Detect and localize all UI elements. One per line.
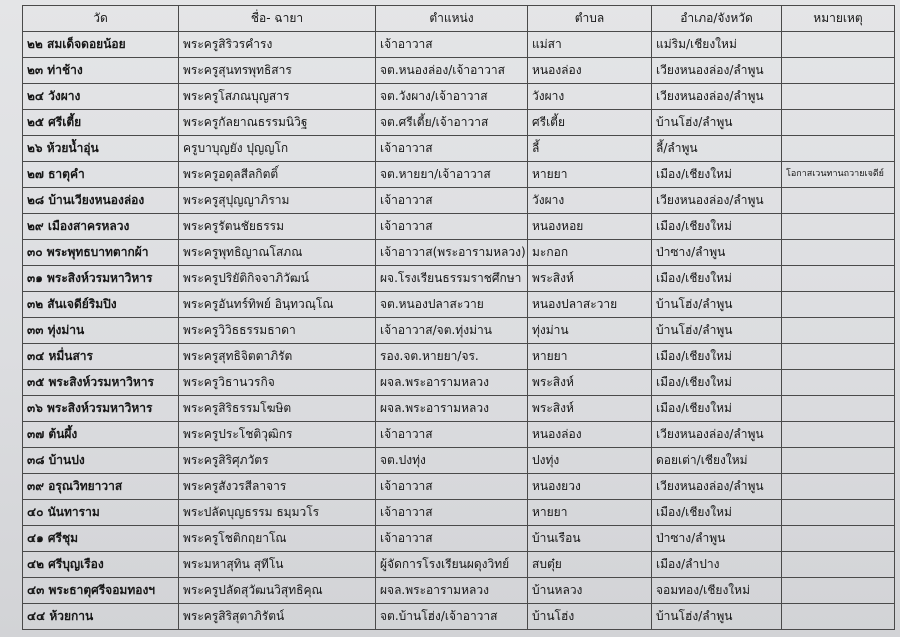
cell-subdistrict: หนองหอย	[528, 214, 652, 240]
cell-name: พระปลัดบุญธรรม ธมฺมวโร	[179, 500, 376, 526]
cell-name: พระครูปริยัติกิจจาภิวัฒน์	[179, 266, 376, 292]
table-row	[23, 448, 895, 474]
cell-remark	[782, 500, 895, 526]
cell-name: พระครูสิริศุภวัตร	[179, 448, 376, 474]
cell-remark	[782, 136, 895, 162]
cell-wat: ๒๖ ห้วยน้ำอุ่น	[23, 136, 179, 162]
cell-district: บ้านโฮ่ง/ลำพูน	[652, 292, 782, 318]
cell-name: พระครูอดุลสีลกิตติ์	[179, 162, 376, 188]
cell-subdistrict: หนองปลาสะวาย	[528, 292, 652, 318]
cell-subdistrict: หายยา	[528, 500, 652, 526]
header-remark: หมายเหตุ	[782, 6, 895, 32]
cell-name: พระครูสุทธิจิตตาภิรัต	[179, 344, 376, 370]
cell-wat: ๒๓ ท่าช้าง	[23, 58, 179, 84]
header-subdistrict: ตำบล	[528, 6, 652, 32]
cell-name: พระครูวิธานวรกิจ	[179, 370, 376, 396]
table-row	[23, 110, 895, 136]
table-row	[23, 266, 895, 292]
cell-wat: ๔๒ ศรีบุญเรือง	[23, 552, 179, 578]
cell-wat: ๓๕ พระสิงห์วรมหาวิหาร	[23, 370, 179, 396]
cell-wat: ๒๘ บ้านเวียงหนองล่อง	[23, 188, 179, 214]
cell-district: เวียงหนองล่อง/ลำพูน	[652, 474, 782, 500]
table-row	[23, 162, 895, 188]
cell-wat: ๓๑ พระสิงห์วรมหาวิหาร	[23, 266, 179, 292]
cell-wat: ๓๖ พระสิงห์วรมหาวิหาร	[23, 396, 179, 422]
table-row	[23, 240, 895, 266]
cell-remark	[782, 474, 895, 500]
cell-district: แม่ริม/เชียงใหม่	[652, 32, 782, 58]
cell-subdistrict: หนองล่อง	[528, 422, 652, 448]
table-row	[23, 552, 895, 578]
cell-name: พระครูกัลยาณธรรมนิวิฐ	[179, 110, 376, 136]
cell-subdistrict: แม่สา	[528, 32, 652, 58]
table-row	[23, 370, 895, 396]
cell-position: จต.บ้านโฮ่ง/เจ้าอาวาส	[376, 604, 528, 630]
cell-subdistrict: หนองยวง	[528, 474, 652, 500]
cell-district: เวียงหนองล่อง/ลำพูน	[652, 188, 782, 214]
cell-district: เวียงหนองล่อง/ลำพูน	[652, 84, 782, 110]
cell-subdistrict: สบตุ๋ย	[528, 552, 652, 578]
cell-subdistrict: ทุ่งม่าน	[528, 318, 652, 344]
cell-position: เจ้าอาวาส	[376, 474, 528, 500]
cell-wat: ๔๔ ห้วยกาน	[23, 604, 179, 630]
cell-subdistrict: วังผาง	[528, 84, 652, 110]
cell-position: จต.หนองปลาสะวาย	[376, 292, 528, 318]
header-name: ชื่อ- ฉายา	[179, 6, 376, 32]
cell-remark: โอกาสเวนทานถวายเจดีย์	[782, 162, 895, 188]
table-row	[23, 188, 895, 214]
cell-remark	[782, 526, 895, 552]
cell-district: เมือง/เชียงใหม่	[652, 266, 782, 292]
cell-remark	[782, 292, 895, 318]
cell-district: ป่าซาง/ลำพูน	[652, 240, 782, 266]
cell-remark	[782, 448, 895, 474]
cell-subdistrict: วังผาง	[528, 188, 652, 214]
cell-wat: ๓๐ พระพุทธบาทตากผ้า	[23, 240, 179, 266]
cell-position: จต.ศรีเตี้ย/เจ้าอาวาส	[376, 110, 528, 136]
cell-position: ผู้จัดการโรงเรียนผดุงวิทย์	[376, 552, 528, 578]
cell-remark	[782, 240, 895, 266]
table-row	[23, 578, 895, 604]
header-wat: วัด	[23, 6, 179, 32]
cell-position: เจ้าอาวาส	[376, 422, 528, 448]
cell-district: ป่าซาง/ลำพูน	[652, 526, 782, 552]
cell-district: เวียงหนองล่อง/ลำพูน	[652, 58, 782, 84]
table-row	[23, 396, 895, 422]
cell-name: พระครูประโชติวุฒิกร	[179, 422, 376, 448]
cell-district: เมือง/เชียงใหม่	[652, 214, 782, 240]
cell-wat: ๔๑ ศรีชุม	[23, 526, 179, 552]
cell-wat: ๒๔ วังผาง	[23, 84, 179, 110]
cell-remark	[782, 110, 895, 136]
cell-name: พระครูสิริวรคำรง	[179, 32, 376, 58]
table-row	[23, 58, 895, 84]
table-row	[23, 344, 895, 370]
cell-district: เมือง/ลำปาง	[652, 552, 782, 578]
cell-remark	[782, 370, 895, 396]
cell-remark	[782, 318, 895, 344]
cell-position: ผจล.พระอารามหลวง	[376, 396, 528, 422]
cell-district: เมือง/เชียงใหม่	[652, 396, 782, 422]
cell-position: เจ้าอาวาส/จต.ทุ่งม่าน	[376, 318, 528, 344]
cell-remark	[782, 188, 895, 214]
cell-remark	[782, 344, 895, 370]
cell-wat: ๓๗ ต้นผึ้ง	[23, 422, 179, 448]
cell-subdistrict: หายยา	[528, 162, 652, 188]
cell-remark	[782, 552, 895, 578]
cell-wat: ๒๒ สมเด็จดอยน้อย	[23, 32, 179, 58]
cell-name: พระครูรัตนชัยธรรม	[179, 214, 376, 240]
cell-position: เจ้าอาวาส(พระอารามหลวง)	[376, 240, 528, 266]
cell-remark	[782, 58, 895, 84]
cell-remark	[782, 604, 895, 630]
cell-wat: ๒๗ ธาตุคำ	[23, 162, 179, 188]
table-row	[23, 422, 895, 448]
cell-wat: ๓๙ อรุณวิทยาวาส	[23, 474, 179, 500]
cell-position: เจ้าอาวาส	[376, 214, 528, 240]
cell-subdistrict: มะกอก	[528, 240, 652, 266]
cell-name: พระครูพุทธิญาณโสภณ	[179, 240, 376, 266]
cell-wat: ๓๘ บ้านปง	[23, 448, 179, 474]
cell-position: จต.หนองล่อง/เจ้าอาวาส	[376, 58, 528, 84]
cell-remark	[782, 396, 895, 422]
cell-position: จต.หายยา/เจ้าอาวาส	[376, 162, 528, 188]
cell-position: เจ้าอาวาส	[376, 188, 528, 214]
table-body	[23, 32, 895, 630]
cell-name: พระครูสุปุญญาภิราม	[179, 188, 376, 214]
cell-district: เมือง/เชียงใหม่	[652, 370, 782, 396]
cell-subdistrict: บ้านหลวง	[528, 578, 652, 604]
cell-wat: ๒๙ เมืองสาครหลวง	[23, 214, 179, 240]
cell-district: บ้านโฮ่ง/ลำพูน	[652, 318, 782, 344]
cell-position: ผจล.พระอารามหลวง	[376, 578, 528, 604]
cell-subdistrict: พระสิงห์	[528, 266, 652, 292]
cell-district: เมือง/เชียงใหม่	[652, 500, 782, 526]
cell-subdistrict: ลี้	[528, 136, 652, 162]
table-row	[23, 32, 895, 58]
table-row	[23, 474, 895, 500]
cell-name: พระครูปลัดสุวัฒนวิสุทธิคุณ	[179, 578, 376, 604]
table-row	[23, 526, 895, 552]
cell-remark	[782, 578, 895, 604]
cell-district: จอมทอง/เชียงใหม่	[652, 578, 782, 604]
cell-position: เจ้าอาวาส	[376, 526, 528, 552]
cell-district: ลี้/ลำพูน	[652, 136, 782, 162]
table-row	[23, 604, 895, 630]
cell-name: พระครูสิริธรรมโฆษิต	[179, 396, 376, 422]
header-district-province: อำเภอ/จังหวัด	[652, 6, 782, 32]
cell-district: เวียงหนองล่อง/ลำพูน	[652, 422, 782, 448]
cell-remark	[782, 32, 895, 58]
cell-subdistrict: พระสิงห์	[528, 396, 652, 422]
cell-name: พระครูสุนทรพุทธิสาร	[179, 58, 376, 84]
cell-subdistrict: หนองล่อง	[528, 58, 652, 84]
cell-wat: ๔๓ พระธาตุศรีจอมทองฯ	[23, 578, 179, 604]
table-row	[23, 136, 895, 162]
cell-position: เจ้าอาวาส	[376, 500, 528, 526]
cell-district: ดอยเต่า/เชียงใหม่	[652, 448, 782, 474]
cell-remark	[782, 422, 895, 448]
cell-subdistrict: บ้านโฮ่ง	[528, 604, 652, 630]
table-row	[23, 292, 895, 318]
cell-position: จต.วังผาง/เจ้าอาวาส	[376, 84, 528, 110]
cell-wat: ๓๔ หมื่นสาร	[23, 344, 179, 370]
cell-name: พระครูสิริสุตาภิรัตน์	[179, 604, 376, 630]
cell-subdistrict: ปงทุ่ง	[528, 448, 652, 474]
cell-wat: ๒๕ ศรีเตี้ย	[23, 110, 179, 136]
cell-subdistrict: พระสิงห์	[528, 370, 652, 396]
cell-name: พระครูวิวิธธรรมธาดา	[179, 318, 376, 344]
cell-wat: ๓๓ ทุ่งม่าน	[23, 318, 179, 344]
cell-subdistrict: ศรีเตี้ย	[528, 110, 652, 136]
cell-name: พระครูสังวรสีลาจาร	[179, 474, 376, 500]
cell-position: เจ้าอาวาส	[376, 136, 528, 162]
cell-wat: ๔๐ นันทาราม	[23, 500, 179, 526]
table-row	[23, 84, 895, 110]
cell-remark	[782, 84, 895, 110]
cell-district: เมือง/เชียงใหม่	[652, 344, 782, 370]
cell-district: บ้านโฮ่ง/ลำพูน	[652, 110, 782, 136]
header-row	[23, 6, 895, 32]
cell-subdistrict: หายยา	[528, 344, 652, 370]
cell-remark	[782, 214, 895, 240]
cell-district: บ้านโฮ่ง/ลำพูน	[652, 604, 782, 630]
cell-wat: ๓๒ สันเจดีย์ริมปิง	[23, 292, 179, 318]
cell-remark	[782, 266, 895, 292]
header-position: ตำแหน่ง	[376, 6, 528, 32]
table-row	[23, 500, 895, 526]
cell-name: พระครูโชติกฤยาโณ	[179, 526, 376, 552]
cell-subdistrict: บ้านเรือน	[528, 526, 652, 552]
monk-list-table	[22, 5, 895, 630]
cell-position: ผจ.โรงเรียนธรรมราชศึกษา	[376, 266, 528, 292]
cell-position: จต.ปงทุ่ง	[376, 448, 528, 474]
cell-name: พระมหาสุทิน สุทีโน	[179, 552, 376, 578]
cell-position: ผจล.พระอารามหลวง	[376, 370, 528, 396]
table-row	[23, 318, 895, 344]
cell-name: ครูบาบุญยัง ปุญญโก	[179, 136, 376, 162]
cell-position: รอง.จต.หายยา/จร.	[376, 344, 528, 370]
cell-position: เจ้าอาวาส	[376, 32, 528, 58]
table-row	[23, 214, 895, 240]
cell-name: พระครูอันทร์ทิพย์ อินฺทวณฺโณ	[179, 292, 376, 318]
cell-district: เมือง/เชียงใหม่	[652, 162, 782, 188]
cell-name: พระครูโสภณบุญสาร	[179, 84, 376, 110]
